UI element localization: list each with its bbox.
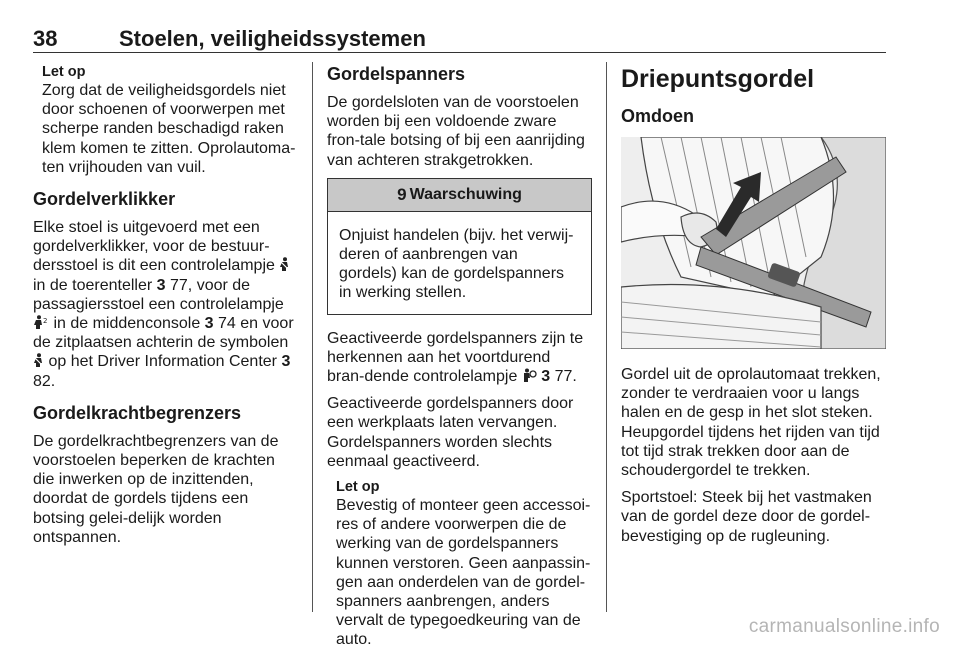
page-reference-icon: 3 xyxy=(281,353,291,371)
seatbelt-illustration xyxy=(621,137,886,349)
heading-gordelkrachtbegrenzers: Gordelkrachtbegrenzers xyxy=(33,402,242,423)
note-title: Let op xyxy=(336,479,380,496)
heading-gordelspanners: Gordelspanners xyxy=(327,64,466,84)
seatbelt-drawing-icon xyxy=(621,137,886,349)
column-2 xyxy=(327,64,592,650)
page-ref-74[interactable]: 74 xyxy=(218,315,236,333)
page-reference-icon: 3 xyxy=(541,368,551,386)
column-divider-2 xyxy=(606,62,607,612)
page-ref-77[interactable]: 77 xyxy=(554,368,573,386)
running-title: Stoelen, veiligheidssystemen xyxy=(119,26,426,51)
paragraph-gordelspanners-2: Geactiveerde gordelspanners zijn te herkennen aan het voortdurend bran-dende controlelampje 3 77. xyxy=(327,329,584,386)
page-number: 38 xyxy=(33,26,58,51)
heading-driepuntsgordel: Driepuntsgordel xyxy=(621,65,815,93)
svg-text:2: 2 xyxy=(43,317,48,326)
page-ref-77[interactable]: 77 xyxy=(170,276,188,294)
column-3 xyxy=(621,64,886,554)
watermark: carmanualsonline.info xyxy=(748,616,940,637)
note-text: Zorg dat de veiligheidsgordels niet door schoenen of voorwerpen met scherpe randen beschadigd raken klem komen te zitten. Oprolautoma-ten vrijhouden van vuil. xyxy=(42,82,296,176)
paragraph-gordelspanners-1: De gordelsloten van de voorstoelen worden bij een voldoende zware fron-tale botsing of bij een aanrijding van achteren strakgetrokken. xyxy=(327,94,585,169)
warning-text: Onjuist handelen (bijv. het verwij-deren of aanbrengen van gordels) kan de gordelspanners in werking stellen. xyxy=(339,226,574,302)
paragraph-gordelverklikker: Elke stoel is uitgevoerd met een gordelverklikker, voor de bestuur-dersstoel is dit een controlelampje in de toerenteller 3 77, voor de passagiersstoel een controlelampje 2 in de middenconsole 3 74 en voor de zitplaatsen achterin de symbolen op het Driver Information Center 3 82. xyxy=(33,219,294,390)
note-text: Bevestig of monteer geen accessoi-res of andere voorwerpen die de werking van de gordelspanners kunnen verstoren. Geen aanpassin-gen aan onderdelen van de gordel-spanners aanbrengen, anders vervalt de typegoedkeuring van de auto. xyxy=(336,497,591,649)
page-reference-icon: 3 xyxy=(204,315,214,333)
paragraph-gordelkrachtbegrenzers: De gordelkrachtbegrenzers van de voorstoelen beperken de krachten die inwerken op de inzittenden, doordat de gordels tijdens een botsing gelei-delijk worden ontspannen. xyxy=(33,432,279,546)
airbag-pretensioner-icon xyxy=(522,368,537,383)
heading-gordelverklikker: Gordelverklikker xyxy=(33,189,176,210)
page-reference-icon: 3 xyxy=(156,276,166,294)
note-title: Let op xyxy=(42,64,86,80)
note-seatbelt-care xyxy=(42,64,298,177)
paragraph-gordelspanners-3: Geactiveerde gordelspanners door een werkplaats laten vervangen. Gordelspanners worden slechts eenmaal geactiveerd. xyxy=(327,395,574,470)
note-accessories xyxy=(336,479,592,650)
page-ref-82[interactable]: 82 xyxy=(33,372,51,390)
passenger-seatbelt-icon xyxy=(33,315,49,330)
column-divider-1 xyxy=(312,62,313,612)
page-header xyxy=(33,24,886,53)
heading-omdoen: Omdoen xyxy=(621,106,695,126)
warning-triangle-icon: 9 xyxy=(397,185,407,205)
warning-header xyxy=(328,179,591,212)
seatbelt-warning-icon xyxy=(279,257,290,272)
column-1 xyxy=(33,64,298,555)
paragraph-omdoen-1: Gordel uit de oprolautomaat trekken, zonder te verdraaien voor u langs halen en de gesp in het slot steken. Heupgordel tijdens het rijden van tijd tot tijd strak trekken door aan de schoudergordel te trekken. xyxy=(621,366,881,480)
rear-seatbelt-icon xyxy=(33,353,44,368)
warning-title: Waarschuwing xyxy=(409,186,522,204)
warning-box xyxy=(327,178,592,315)
paragraph-omdoen-2: Sportstoel: Steek bij het vastmaken van de gordel deze door de gordel-bevestiging op de rugleuning. xyxy=(621,489,872,545)
